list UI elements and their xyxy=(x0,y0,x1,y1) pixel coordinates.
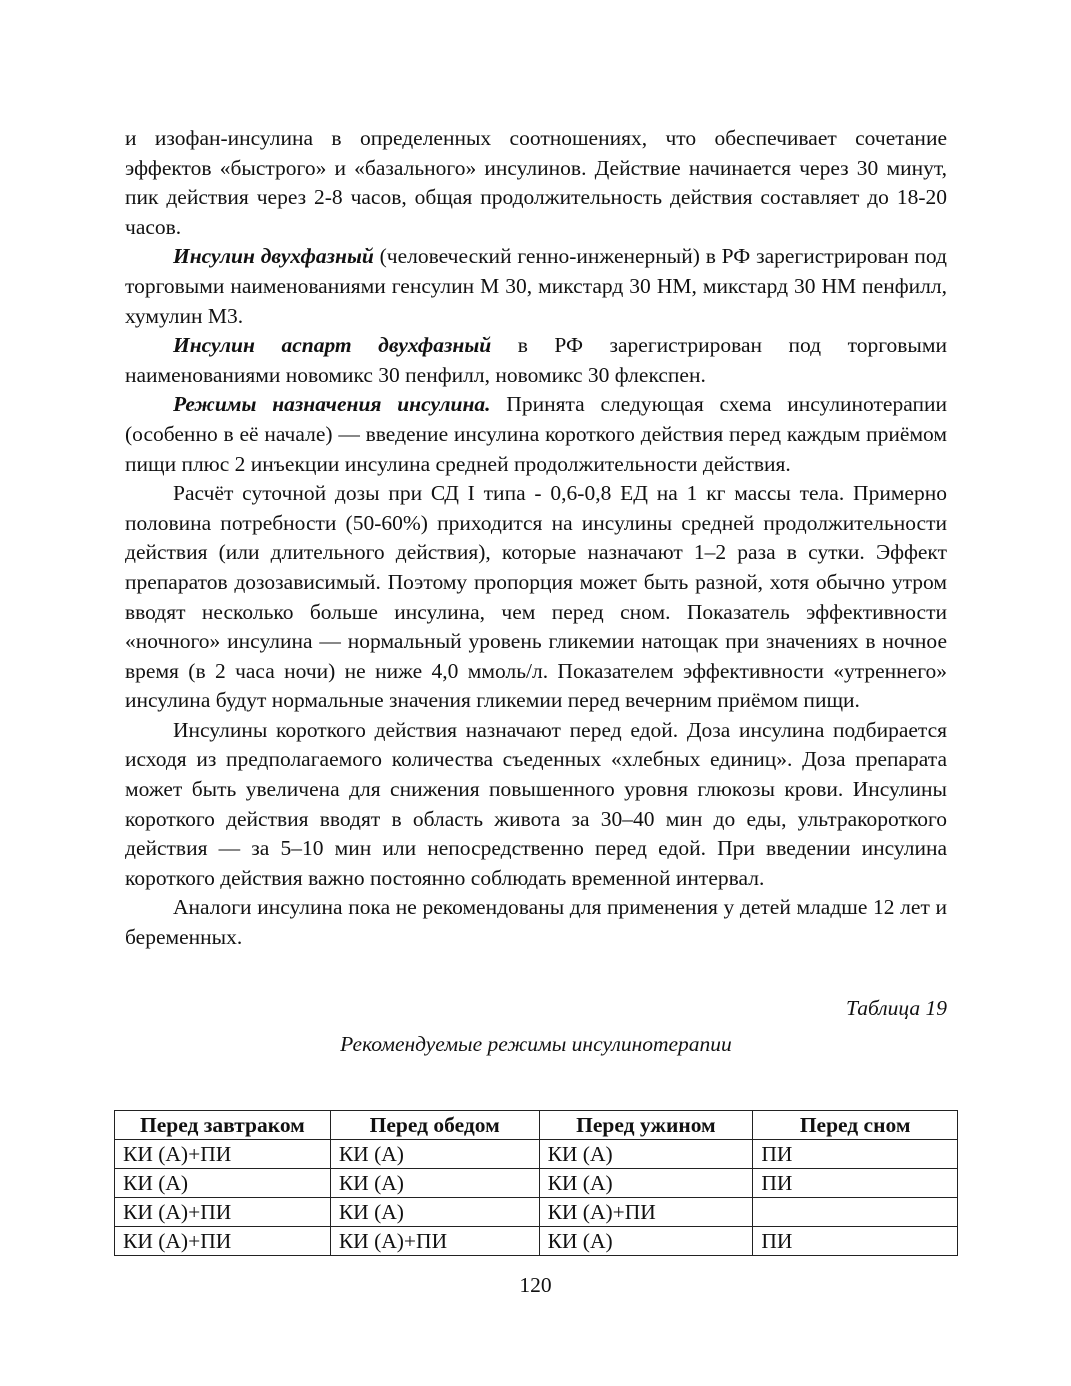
table-header-row xyxy=(115,1111,958,1140)
paragraph-3 xyxy=(125,331,947,390)
paragraph-2-text: (человеческий генно-инженерный) в РФ зарегистрирован под торговыми наименованиями генсулин М 30, микстард 30 НМ, микстард 30 НМ пенфилл, хумулин М3. xyxy=(125,244,947,328)
paragraph-7 xyxy=(125,893,947,952)
table-cell: КИ (А) xyxy=(539,1140,753,1169)
paragraph-6-text: Инсулины короткого действия назначают перед едой. Доза инсулина подбирается исходя из предполагаемого количества съеденных «хлебных единиц». Доза препарата может быть увеличена для снижения повышенного уровня глюкозы крови. Инсулины короткого действия вводят в область живота за 30–40 мин до еды, ультракороткого действия — за 5–10 мин или непосредственно перед едой. При введении инсулина короткого действия важно постоянно соблюдать временной интервал. xyxy=(125,717,947,890)
table-cell: КИ (А)+ПИ xyxy=(330,1227,539,1256)
paragraph-4-text: Принята следующая схема инсулинотерапии (особенно в её начале) — введение инсулина короткого действия перед каждым приёмом пищи плюс 2 инъекции инсулина средней продолжительности действия. xyxy=(125,392,947,476)
header-breakfast: Перед завтраком xyxy=(115,1111,331,1140)
table-cell: КИ (А)+ПИ xyxy=(115,1198,331,1227)
paragraph-2-heading: Инсулин двухфазный xyxy=(173,244,374,269)
table-title: Рекомендуемые режимы инсулинотерапии xyxy=(340,1031,732,1056)
table-cell: КИ (А)+ПИ xyxy=(539,1198,753,1227)
insulin-regimen-table xyxy=(114,1110,958,1256)
table-cell xyxy=(753,1198,958,1227)
table-cell: КИ (А) xyxy=(330,1169,539,1198)
paragraph-4 xyxy=(125,390,947,479)
table-cell: КИ (А) xyxy=(330,1198,539,1227)
paragraph-3-text: в РФ зарегистрирован под торговыми наименованиями новомикс 30 пенфилл, новомикс 30 флекспен. xyxy=(125,333,947,387)
paragraph-6 xyxy=(125,716,947,894)
paragraph-3-heading: Инсулин аспарт двухфазный xyxy=(173,333,492,358)
paragraph-5-text: Расчёт суточной дозы при СД I типа - 0,6-0,8 ЕД на 1 кг массы тела. Примерно половина потребности (50-60%) приходится на инсулины средней продолжительности действия (или длительного действия), которые назначают 1–2 раза в сутки. Эффект препаратов дозозависимый. Поэтому пропорция может быть разной, хотя обычно утром вводят несколько больше инсулина, чем перед сном. Показатель эффективности «ночного» инсулина — нормальный уровень гликемии натощак при значениях в ночное время (в 2 часа ночи) не ниже 4,0 ммоль/л. Показателем эффективности «утреннего» инсулина будут нормальные значения гликемии перед вечерним приёмом пищи. xyxy=(125,481,947,713)
header-lunch: Перед обедом xyxy=(330,1111,539,1140)
table-cell: КИ (А)+ПИ xyxy=(115,1227,331,1256)
paragraph-4-heading: Режимы назначения инсулина. xyxy=(173,392,491,417)
table-row xyxy=(115,1140,958,1169)
header-bedtime: Перед сном xyxy=(753,1111,958,1140)
paragraph-5 xyxy=(125,479,947,716)
table-cell: КИ (А) xyxy=(330,1140,539,1169)
paragraph-2 xyxy=(125,242,947,331)
table-cell: КИ (А)+ПИ xyxy=(115,1140,331,1169)
table-row xyxy=(115,1227,958,1256)
table-cell: ПИ xyxy=(753,1227,958,1256)
paragraph-7-text: Аналоги инсулина пока не рекомендованы для применения у детей младше 12 лет и беременных. xyxy=(125,895,947,950)
paragraph-1 xyxy=(125,124,947,242)
table-number: Таблица 19 xyxy=(846,995,947,1020)
table-cell: КИ (А) xyxy=(539,1227,753,1256)
table-cell: ПИ xyxy=(753,1169,958,1198)
table-row xyxy=(115,1198,958,1227)
table-cell: КИ (А) xyxy=(115,1169,331,1198)
table-cell: КИ (А) xyxy=(539,1169,753,1198)
page-body xyxy=(125,124,947,1059)
page-number: 120 xyxy=(519,1273,552,1297)
table-row xyxy=(115,1169,958,1198)
table-cell: ПИ xyxy=(753,1140,958,1169)
header-dinner: Перед ужином xyxy=(539,1111,753,1140)
paragraph-1-text: и изофан-инсулина в определенных соотношениях, что обеспечивает сочетание эффектов «быстрого» и «базального» инсулинов. Действие начинается через 30 минут, пик действия через 2-8 часов, общая продолжительность действия составляет до 18-20 часов. xyxy=(125,126,947,239)
